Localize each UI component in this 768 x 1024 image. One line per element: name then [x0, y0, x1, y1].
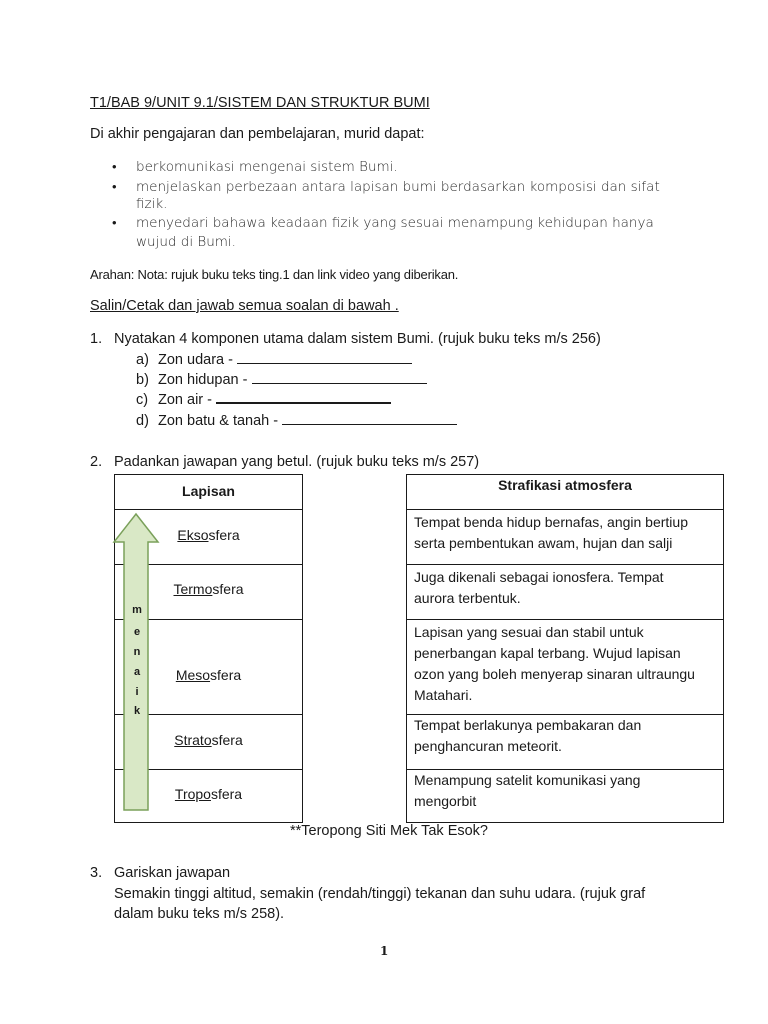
objective-item-continuation: fizik. [136, 196, 168, 212]
description-text: Juga dikenali sebagai ionosfera. Tempat aurora terbentuk. [414, 569, 664, 606]
layer-name-eksosfera[interactable]: Eksosfera [177, 527, 240, 543]
description-text: Tempat berlakunya pembakaran dan penghancuran meteorit. [414, 717, 642, 754]
q1-item-letter: c) [136, 392, 149, 408]
layer-name-stratosfera[interactable]: Stratosfera [174, 732, 243, 748]
bullet-icon: • [112, 215, 117, 230]
arrow-label-letter: m [132, 604, 142, 616]
intro-text: Di akhir pengajaran dan pembelajaran, murid dapat: [90, 126, 425, 142]
arrow-label-letter: k [133, 705, 141, 717]
q3-line: dalam buku teks m/s 258). [114, 906, 285, 922]
mnemonic-text: **Teropong Siti Mek Tak Esok? [290, 823, 489, 839]
arrow-label-letter: a [133, 666, 141, 678]
q1-item-letter: b) [136, 372, 149, 388]
q1-number: 1. [90, 331, 103, 347]
q1-item-letter: a) [136, 352, 149, 368]
arrow-label-letter: i [135, 686, 139, 698]
objective-item-continuation: wujud di Bumi. [136, 234, 236, 250]
arrow-label-letter: n [133, 646, 141, 658]
task-text: Salin/Cetak dan jawab semua soalan di bawah . [90, 298, 399, 314]
objective-item: menyedari bahawa keadaan fizik yang sesuai menampung kehidupan hanya [136, 215, 654, 231]
objective-item: menjelaskan perbezaan antara lapisan bumi berdasarkan komposisi dan sifat [136, 179, 660, 195]
bullet-icon: • [112, 179, 117, 194]
strafication-table [406, 474, 724, 823]
q3-title: Gariskan jawapan [114, 865, 231, 881]
q1-text: Nyatakan 4 komponen utama dalam sistem Bumi. (rujuk buku teks m/s 256) [114, 331, 601, 347]
q3-line: Semakin tinggi altitud, semakin (rendah/tinggi) tekanan dan suhu udara. (rujuk graf [114, 886, 646, 902]
description-row[interactable] [407, 509, 723, 564]
answer-blank[interactable] [282, 423, 457, 425]
instruction-text: Arahan: Nota: rujuk buku teks ting.1 dan link video yang diberikan. [90, 267, 459, 282]
answer-blank[interactable] [216, 401, 391, 404]
description-row[interactable] [407, 769, 723, 823]
description-text: Menampung satelit komunikasi yang mengorbit [414, 772, 641, 809]
q1-item-label: Zon udara - [158, 352, 233, 368]
description-text: Tempat benda hidup bernafas, angin bertiup serta pembentukan awam, hujan dan salji [414, 514, 688, 551]
q1-item-label: Zon batu & tanah - [158, 413, 279, 429]
q1-item-d [158, 413, 457, 429]
q1-item-letter: d) [136, 413, 149, 429]
q2-number: 2. [90, 454, 103, 470]
q1-item-label: Zon air - [158, 392, 212, 408]
description-row[interactable] [407, 619, 723, 714]
description-row[interactable] [407, 714, 723, 769]
layer-name-termosfera[interactable]: Termosfera [173, 581, 244, 597]
page-number: 1 [380, 944, 389, 958]
q1-item-b [158, 372, 427, 388]
q1-item-a [158, 352, 412, 368]
document-title: T1/BAB 9/UNIT 9.1/SISTEM DAN STRUKTUR BUMI [90, 95, 430, 111]
objective-item: berkomunikasi mengenai sistem Bumi. [136, 159, 398, 175]
strafication-header: Strafikasi atmosfera [498, 477, 632, 493]
q2-text: Padankan jawapan yang betul. (rujuk buku teks m/s 257) [114, 454, 480, 470]
description-row[interactable] [407, 564, 723, 619]
bullet-icon: • [112, 159, 117, 174]
q1-item-label: Zon hidupan - [158, 372, 248, 388]
answer-blank[interactable] [252, 382, 427, 384]
layers-header: Lapisan [182, 483, 235, 499]
layer-name-mesosfera[interactable]: Mesosfera [175, 667, 242, 683]
q1-item-c [158, 392, 391, 408]
arrow-label-letter: e [133, 626, 141, 638]
upward-arrow-icon [112, 512, 160, 812]
layer-name-troposfera[interactable]: Troposfera [174, 786, 243, 802]
answer-blank[interactable] [237, 362, 412, 364]
q3-number: 3. [90, 865, 103, 881]
description-text: Lapisan yang sesuai dan stabil untuk penerbangan kapal terbang. Wujud lapisan ozon yang boleh menyerap sinaran ultraungu Matahari. [414, 624, 695, 703]
